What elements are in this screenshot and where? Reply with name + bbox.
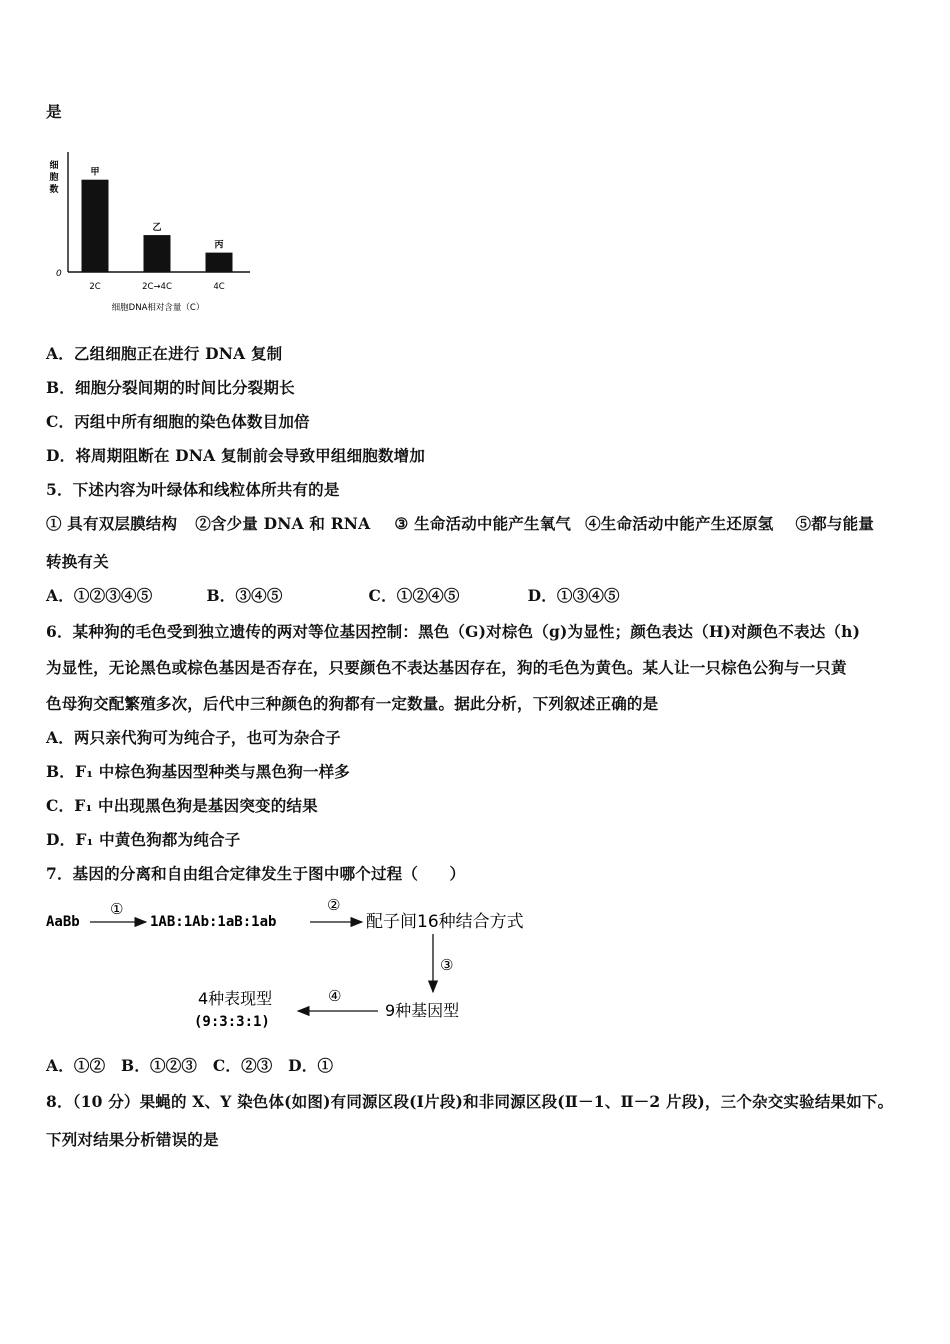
x-tick-label-3: 4C: [213, 282, 225, 292]
q5-option-b: B．③④⑤: [206, 586, 283, 605]
q4-option-b: B．细胞分裂间期的时间比分裂期长: [46, 378, 295, 397]
q5-option-a: A．①②③④⑤: [46, 586, 153, 605]
y-label-char-1: 细: [49, 161, 59, 171]
q5-items-line2: 转换有关: [46, 552, 109, 571]
q5-item-2: ②含少量 DNA 和 RNA: [195, 514, 371, 533]
q5-item-3: ③ 生命活动中能产生氧气: [394, 514, 572, 533]
question-fragment: 是: [46, 102, 62, 121]
q4-option-a: A．乙组细胞正在进行 DNA 复制: [46, 344, 283, 363]
q6-option-a: A．两只亲代狗可为纯合子，也可为杂合子: [46, 728, 341, 747]
q5-stem: 5．下述内容为叶绿体和线粒体所共有的是: [46, 480, 340, 499]
q8-line1: 8．（10 分）果蝇的 X、Y 染色体(如图)有同源区段(Ⅰ片段)和非同源区段(Ⅱ－1、Ⅱ－2 片段)，三个杂交实验结果如下。: [46, 1092, 894, 1111]
q6-option-c: C．F₁ 中出现黑色狗是基因突变的结果: [46, 796, 318, 815]
genotype-count: 9种基因型: [385, 1001, 460, 1020]
start-genotype: AaBb: [46, 914, 80, 930]
q5-item-5: ⑤都与能量: [795, 514, 875, 533]
y-axis-label: [49, 159, 59, 195]
y-label-char-2: 胞: [49, 173, 59, 183]
q5-options: [46, 584, 620, 606]
step-1-label: ①: [110, 900, 124, 918]
dna-content-bar-chart: [44, 148, 264, 318]
phenotype-ratio: (9:3:3:1): [194, 1014, 270, 1030]
x-tick-label-2: 2C→4C: [142, 282, 172, 292]
step-3-label: ③: [440, 956, 454, 974]
q6-option-b: B．F₁ 中棕色狗基因型种类与黑色狗一样多: [46, 762, 350, 781]
step-4-label: ④: [328, 987, 342, 1005]
bar-label-1: 甲: [90, 167, 100, 178]
bar-3: [206, 253, 233, 272]
gene-inheritance-flow-diagram: [44, 890, 544, 1040]
q5-item-1: ① 具有双层膜结构: [46, 514, 178, 533]
gametes-ratio: 1AB:1Ab:1aB:1ab: [150, 914, 277, 930]
origin-label: 0: [56, 269, 62, 279]
q5-item-4: ④生命活动中能产生还原氢: [585, 514, 774, 533]
phenotype-count: 4种表现型: [198, 989, 273, 1008]
q5-option-c: C．①②④⑤: [368, 586, 460, 605]
y-label-char-3: 数: [49, 185, 59, 195]
chart-bars: [82, 167, 233, 292]
bar-label-3: 丙: [214, 240, 224, 251]
q5-option-d: D．①③④⑤: [527, 586, 620, 605]
step-2-label: ②: [327, 896, 341, 914]
q4-option-c: C．丙组中所有细胞的染色体数目加倍: [46, 412, 310, 431]
q7-stem: 7．基因的分离和自由组合定律发生于图中哪个过程（ ）: [46, 864, 466, 883]
q6-stem-line1: 6．某种狗的毛色受到独立遗传的两对等位基因控制：黑色（G)对棕色（g)为显性；颜色表达（H)对颜色不表达（h): [46, 622, 861, 641]
q7-options: A．①② B．①②③ C．②③ D．①: [46, 1056, 334, 1075]
gamete-combinations: 配子间16种结合方式: [366, 912, 524, 932]
q5-items-line1: [46, 512, 874, 534]
bar-2: [144, 235, 171, 272]
x-axis-label: 细胞DNA相对含量（C）: [111, 303, 205, 313]
q6-option-d: D．F₁ 中黄色狗都为纯合子: [46, 830, 241, 849]
q6-stem-line3: 色母狗交配繁殖多次，后代中三种颜色的狗都有一定数量。据此分析，下列叙述正确的是: [46, 694, 659, 713]
q6-stem-line2: 为显性，无论黑色或棕色基因是否存在，只要颜色不表达基因存在，狗的毛色为黄色。某人让一只棕色公狗与一只黄: [46, 658, 847, 677]
q4-option-d: D．将周期阻断在 DNA 复制前会导致甲组细胞数增加: [46, 446, 426, 465]
bar-1: [82, 180, 109, 272]
x-tick-label-1: 2C: [89, 282, 101, 292]
q8-line2: 下列对结果分析错误的是: [46, 1130, 219, 1149]
bar-label-2: 乙: [152, 223, 162, 234]
